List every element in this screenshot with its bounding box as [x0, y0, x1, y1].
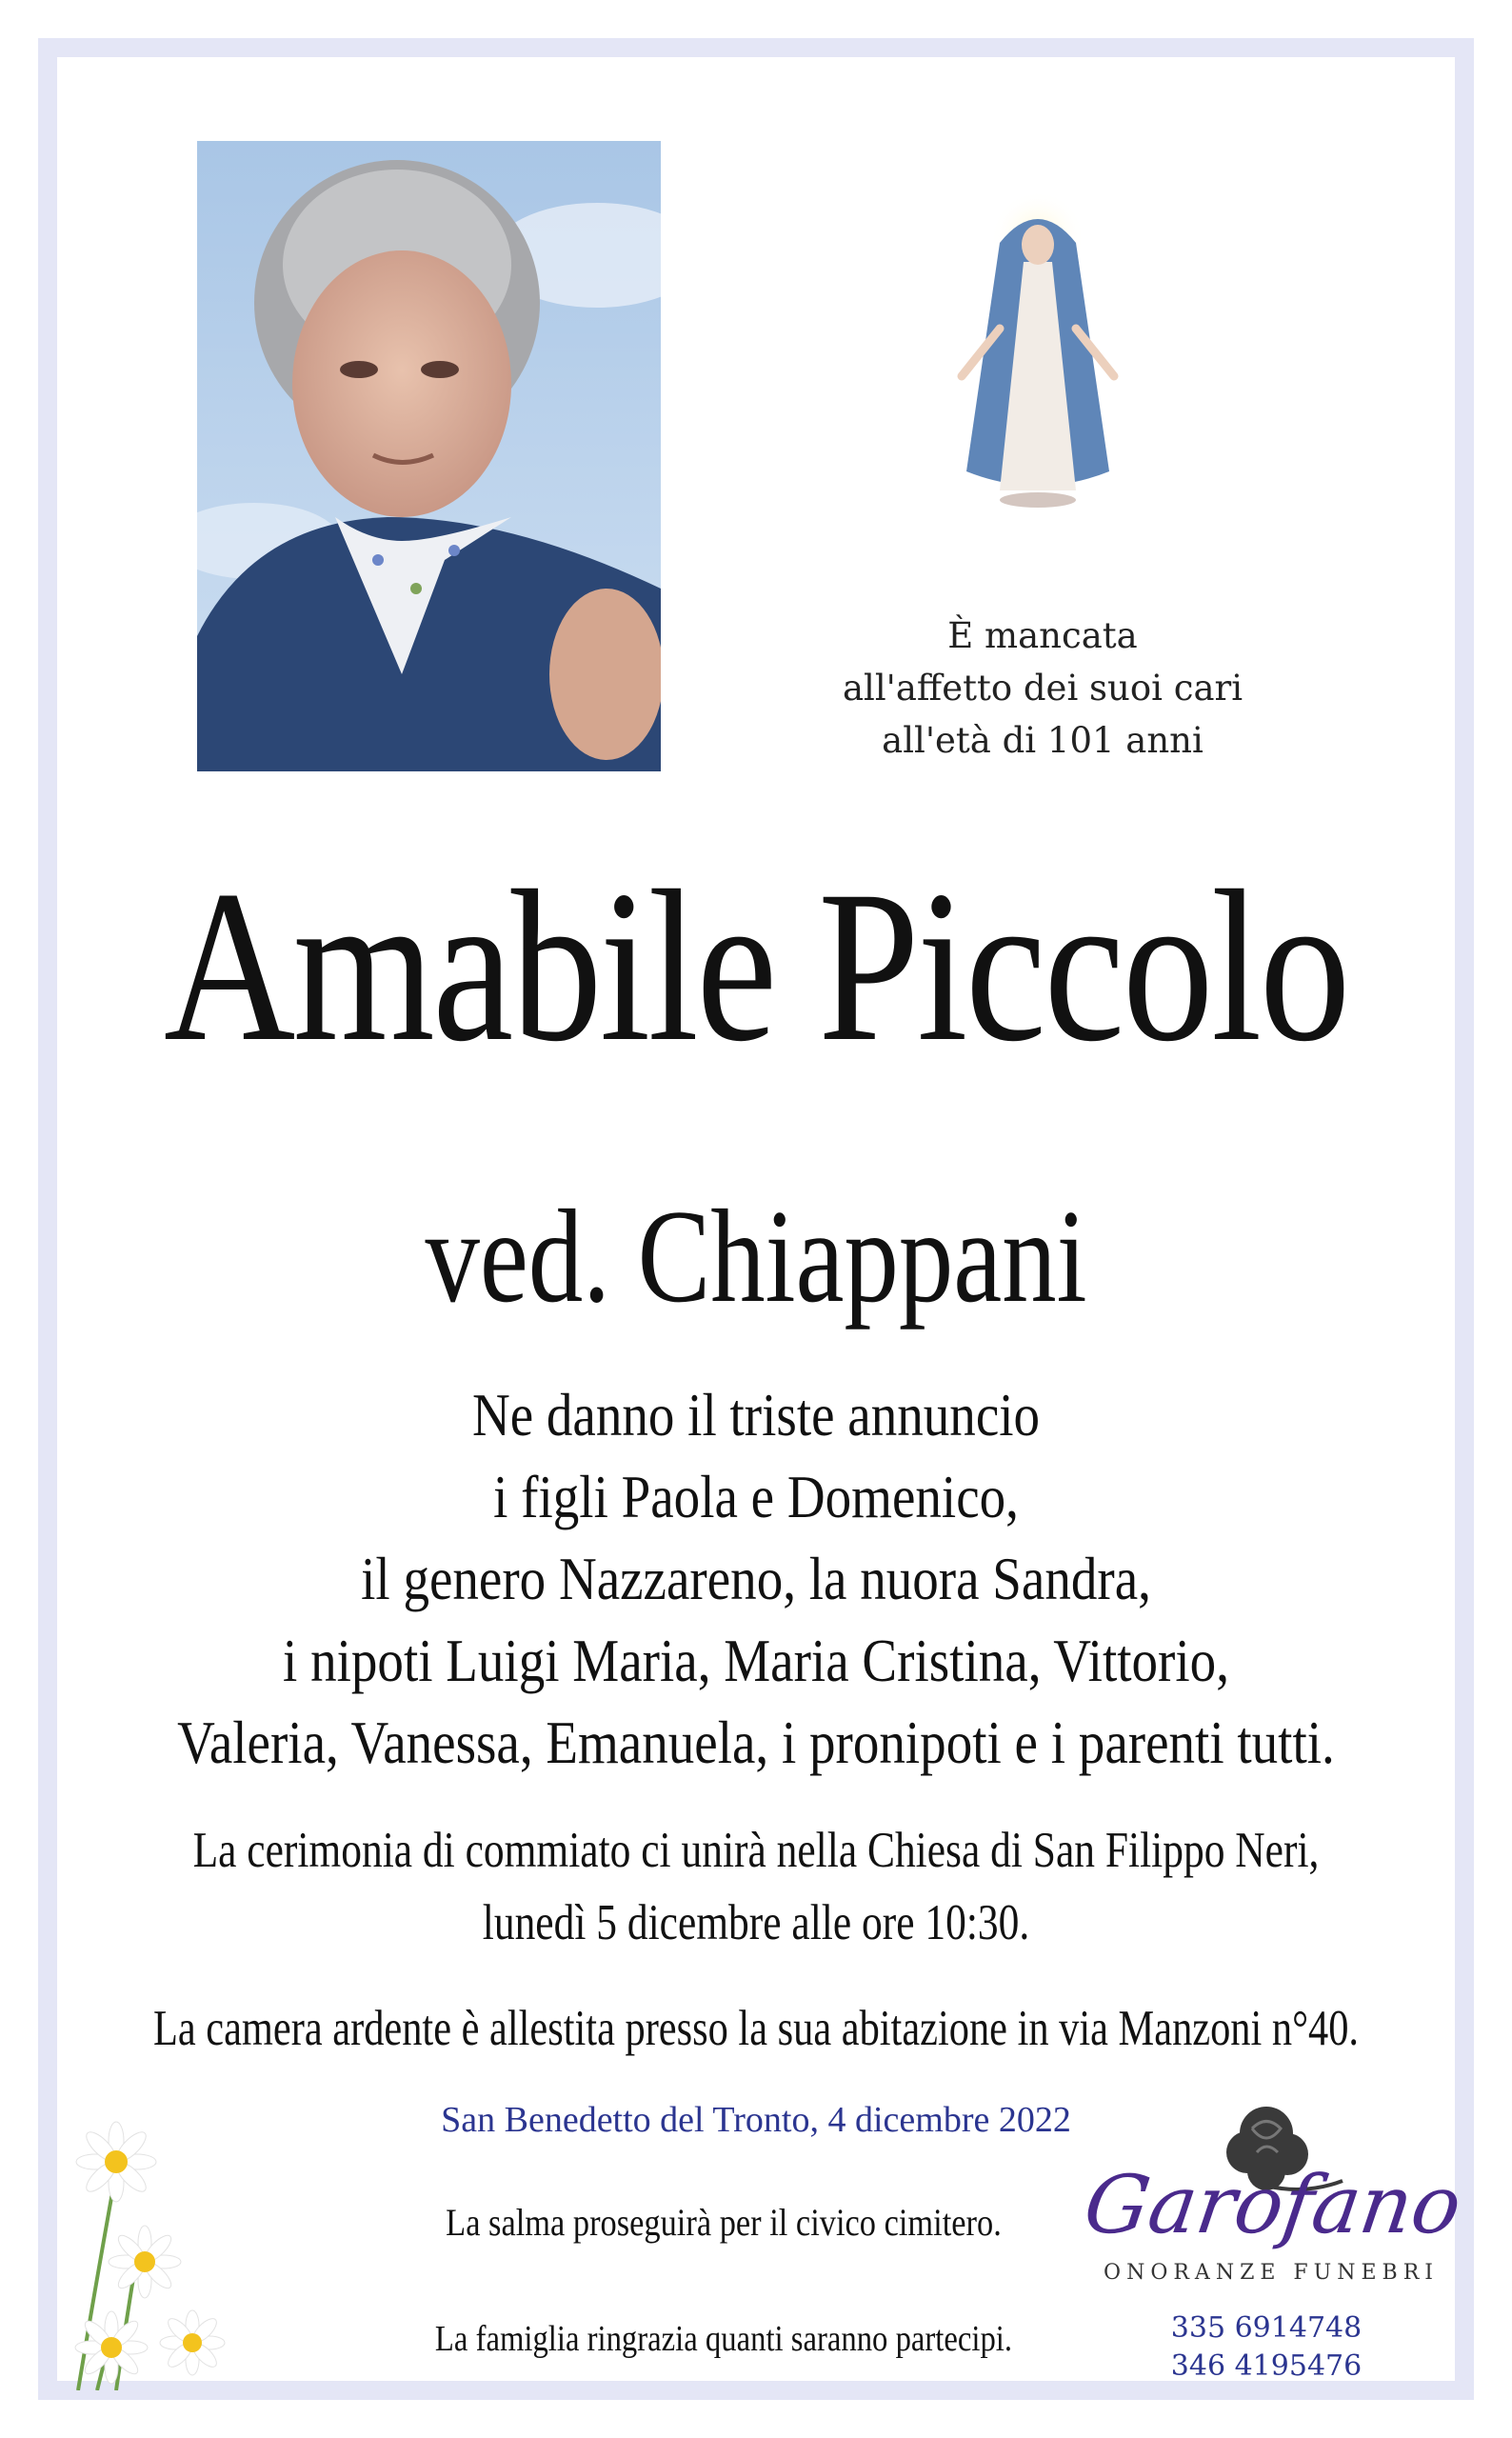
- madonna-image: [943, 186, 1133, 519]
- ceremony-line: La cerimonia di commiato ci unirà nella Chiesa di San Filippo Neri,: [192, 1823, 1320, 1878]
- logo-subtitle: ONORANZE FUNEBRI: [1104, 2261, 1439, 2285]
- deceased-name: Amabile Piccolo: [163, 847, 1349, 1087]
- announcement: [0, 1374, 1512, 1784]
- ceremony-info: [0, 1814, 1512, 1959]
- chamber-info: La camera ardente è allestita presso la sua abitazione in via Manzoni n°40.: [152, 2001, 1360, 2056]
- place-date: San Benedetto del Tronto, 4 dicembre 2022: [441, 2100, 1071, 2140]
- widow-of: ved. Chiappani: [425, 1183, 1087, 1330]
- announcement-line: i nipoti Luigi Maria, Maria Cristina, Vittorio,: [283, 1627, 1229, 1694]
- intro-text: [790, 610, 1295, 767]
- announcement-line: i figli Paola e Domenico,: [493, 1463, 1019, 1530]
- announcement-line: il genero Nazzareno, la nuora Sandra,: [361, 1545, 1151, 1612]
- thanks-text: La famiglia ringrazia quanti saranno partecipi.: [434, 2319, 1013, 2359]
- intro-line: all'età di 101 anni: [882, 720, 1204, 761]
- ceremony-line: lunedì 5 dicembre alle ore 10:30.: [482, 1895, 1030, 1950]
- announcement-line: Ne danno il triste annuncio: [471, 1381, 1041, 1449]
- phone-numbers: [1124, 2309, 1409, 2386]
- intro-line: È mancata: [947, 615, 1138, 656]
- portrait-photo: [197, 141, 661, 771]
- intro-line: all'affetto dei suoi cari: [842, 668, 1243, 709]
- phone-number: 346 4195476: [1170, 2349, 1363, 2383]
- daisies-decoration: [59, 2105, 230, 2390]
- announcement-line: Valeria, Vanessa, Emanuela, i pronipoti e i parenti tutti.: [177, 1709, 1335, 1776]
- logo-name: Garofano: [1079, 2158, 1467, 2251]
- phone-number: 335 6914748: [1170, 2311, 1363, 2345]
- burial-info: La salma proseguirà per il civico cimitero.: [446, 2201, 1002, 2244]
